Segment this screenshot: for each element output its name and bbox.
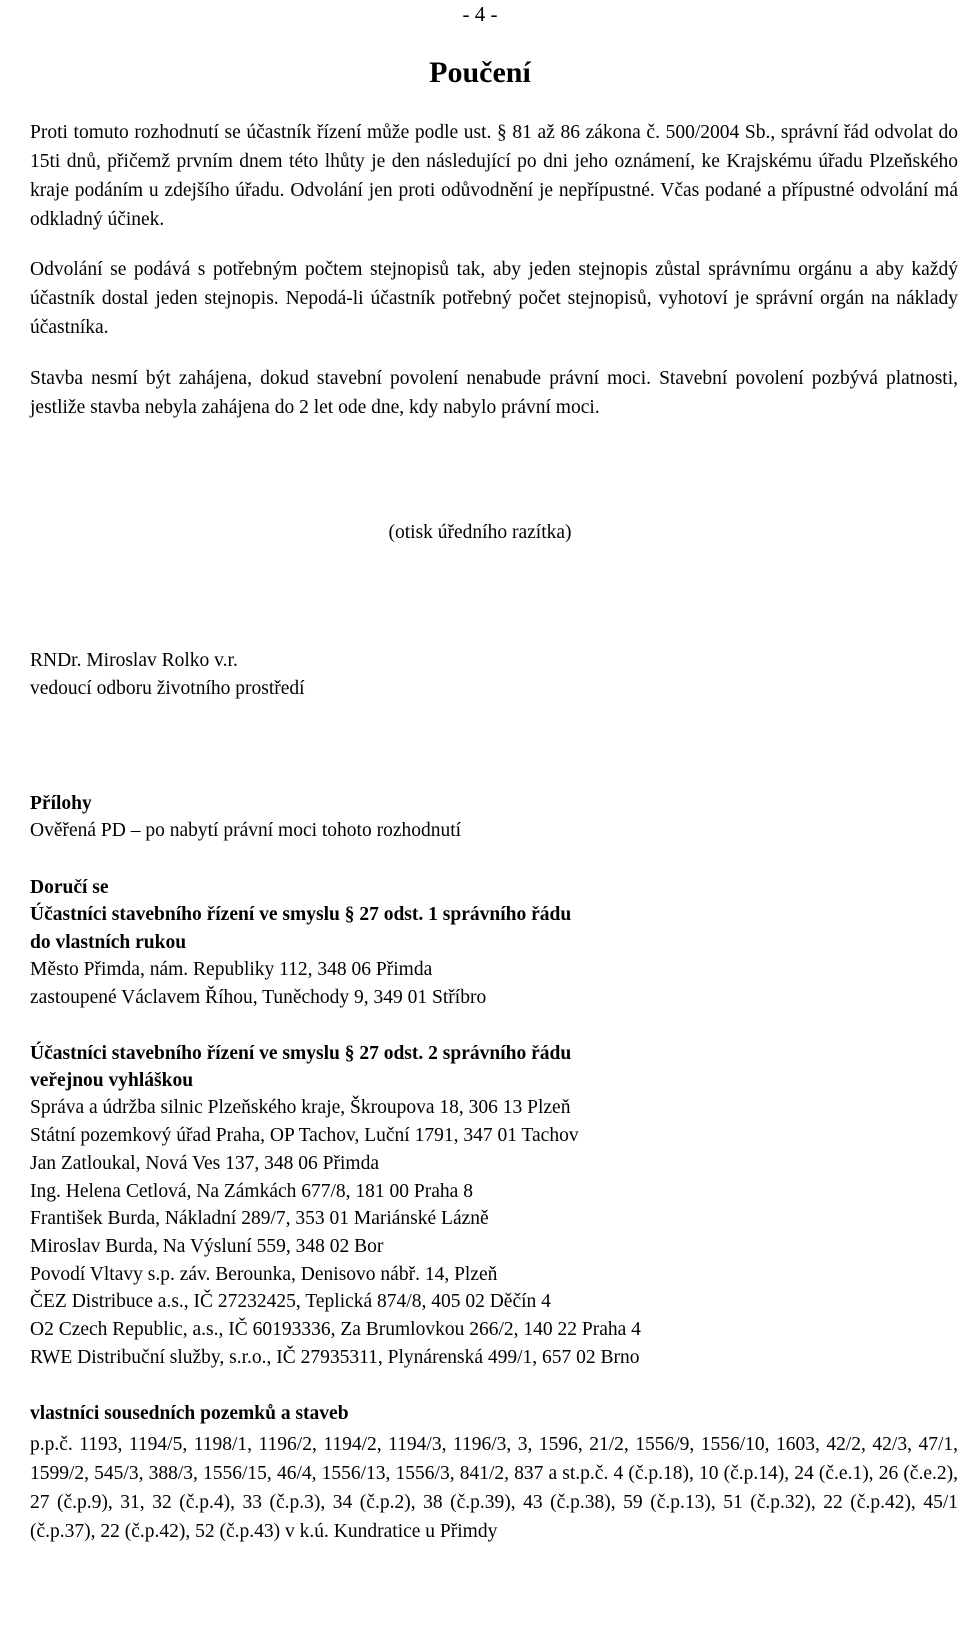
attachment-item: Ověřená PD – po nabytí právní moci tohoto rozhodnutí: [30, 820, 462, 841]
group2-item: Povodí Vltavy s.p. záv. Berounka, Denisovo nábř. 14, Plzeň: [30, 1264, 498, 1285]
group2-item: František Burda, Nákladní 289/7, 353 01 Mariánské Lázně: [30, 1208, 489, 1229]
copies-paragraph: [30, 255, 958, 342]
group2-item: Správa a údržba silnic Plzeňského kraje, Škroupova 18, 306 13 Plzeň: [30, 1097, 571, 1118]
attachments-heading: Přílohy: [30, 793, 92, 814]
group2-item: Státní pozemkový úřad Praha, OP Tachov, Luční 1791, 347 01 Tachov: [30, 1125, 579, 1146]
appeal-paragraph: [30, 118, 958, 234]
stamp-note: (otisk úředního razítka): [388, 522, 572, 543]
group2-item: O2 Czech Republic, a.s., IČ 60193336, Za Brumlovkou 266/2, 140 22 Praha 4: [30, 1319, 641, 1340]
page-title: Poučení: [429, 56, 531, 89]
group2-item: ČEZ Distribuce a.s., IČ 27232425, Teplická 874/8, 405 02 Děčín 4: [30, 1291, 551, 1312]
construction-text: Stavba nesmí být zahájena, dokud stavební povolení nenabude právní moci. Stavební povolení pozbývá platnosti, jestliže stavba nebyla zahájena do 2 let ode dne, kdy nabylo právní moci.: [30, 368, 958, 418]
group2-item: Miroslav Burda, Na Výsluní 559, 348 02 Bor: [30, 1236, 384, 1257]
group3-heading: vlastníci sousedních pozemků a staveb: [30, 1403, 349, 1424]
copies-text: Odvolání se podává s potřebným počtem stejnopisů tak, aby jeden stejnopis zůstal správnímu orgánu a aby každý účastník dostal jeden stejnopis. Nepodá-li účastník potřebný počet stejnopisů, vyhotoví je správní orgán na náklady účastníka.: [30, 259, 958, 338]
group2-subheading: veřejnou vyhláškou: [30, 1070, 194, 1091]
signature-name: RNDr. Miroslav Rolko v.r.: [30, 650, 238, 671]
group1-item: Město Přimda, nám. Republiky 112, 348 06 Přimda: [30, 959, 433, 980]
group1-item: zastoupené Václavem Říhou, Tuněchody 9, 349 01 Stříbro: [30, 987, 487, 1008]
group3-text: p.p.č. 1193, 1194/5, 1198/1, 1196/2, 1194/2, 1194/3, 1196/3, 3, 1596, 21/2, 1556/9, 1556/10, 1603, 42/2, 42/3, 47/1, 1599/2, 545/3, 388/3, 1556/15, 46/4, 1556/13, 1556/3, 841/2, 837 a st.p.č. 4 (č.p.18), 10 (č.p.14), 24 (č.e.1), 26 (č.e.2), 27 (č.p.9), 31, 32 (č.p.4), 33 (č.p.3), 34 (č.p.2), 38 (č.p.39), 43 (č.p.38), 59 (č.p.13), 51 (č.p.32), 22 (č.p.42), 45/1 (č.p.37), 22 (č.p.42), 52 (č.p.43) v k.ú. Kundratice u Přimdy: [30, 1434, 958, 1542]
group2-item: Jan Zatloukal, Nová Ves 137, 348 06 Přimda: [30, 1153, 379, 1174]
construction-paragraph: [30, 364, 958, 422]
group2-item: Ing. Helena Cetlová, Na Zámkách 677/8, 181 00 Praha 8: [30, 1181, 473, 1202]
delivery-heading: Doručí se: [30, 877, 109, 898]
group3-paragraph: [30, 1430, 958, 1546]
appeal-text: Proti tomuto rozhodnutí se účastník řízení může podle ust. § 81 až 86 zákona č. 500/2004 Sb., správní řád odvolat do 15ti dnů, přičemž prvním dnem této lhůty je den následující po dni jeho oznámení, ke Krajskému úřadu Plzeňského kraje podáním u zdejšího úřadu. Odvolání jen proti odůvodnění je nepřípustné. Včas podané a přípustné odvolání má odkladný účinek.: [30, 122, 958, 230]
page-number: - 4 -: [462, 2, 498, 26]
signature-role: vedoucí odboru životního prostředí: [30, 678, 305, 699]
group2-heading: Účastníci stavebního řízení ve smyslu § 27 odst. 2 správního řádu: [30, 1043, 572, 1064]
group1-subheading: do vlastních rukou: [30, 932, 187, 953]
group1-heading: Účastníci stavebního řízení ve smyslu § 27 odst. 1 správního řádu: [30, 904, 572, 925]
group2-item: RWE Distribuční služby, s.r.o., IČ 27935311, Plynárenská 499/1, 657 02 Brno: [30, 1347, 640, 1368]
